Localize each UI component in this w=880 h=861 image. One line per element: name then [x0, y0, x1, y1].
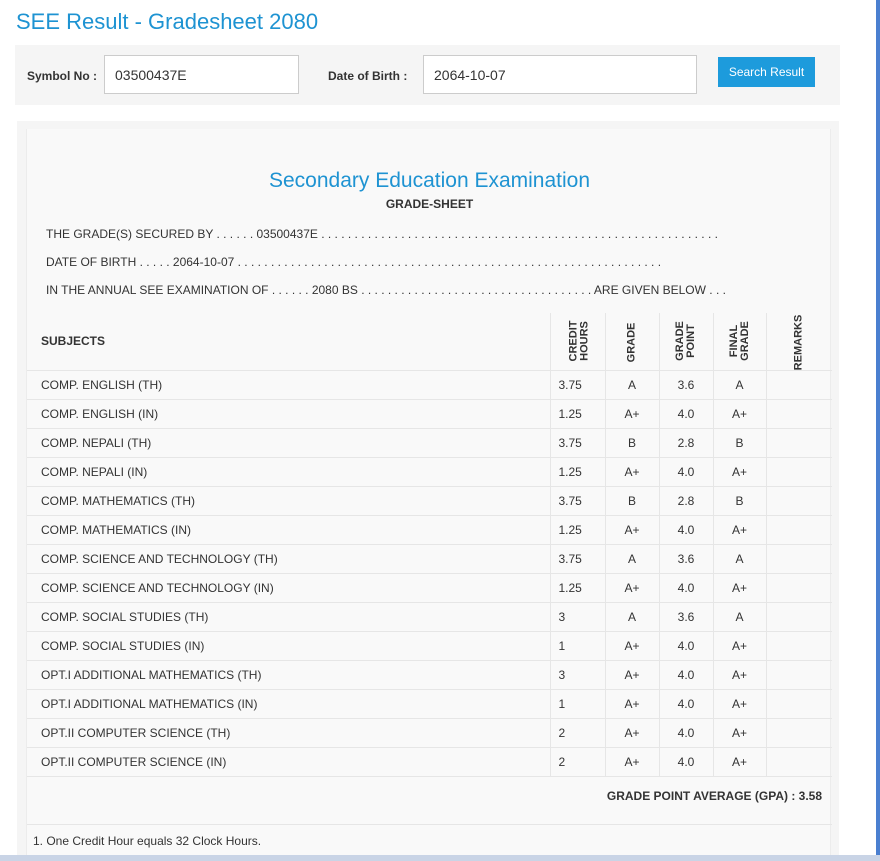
point-header-line1: GRADE [673, 321, 686, 362]
grade-point-header [659, 313, 713, 370]
remarks-header [766, 313, 832, 370]
credit-header-line1: CREDIT [566, 320, 579, 362]
credit-cell: 1 [550, 631, 605, 660]
table-row [27, 718, 832, 747]
final-grade-cell: A+ [713, 399, 766, 428]
search-bar [15, 45, 840, 105]
grade-point-cell: 4.0 [659, 689, 713, 718]
grade-point-cell: 4.0 [659, 573, 713, 602]
credit-hours-header [550, 313, 605, 370]
credit-cell: 3.75 [550, 486, 605, 515]
grade-cell: A+ [605, 718, 659, 747]
remarks-cell [766, 602, 832, 631]
grade-cell: A+ [605, 399, 659, 428]
remarks-cell [766, 660, 832, 689]
point-header-line2: POINT [684, 324, 697, 359]
credit-cell: 3.75 [550, 428, 605, 457]
grade-cell: A+ [605, 660, 659, 689]
table-row [27, 689, 832, 718]
final-grade-cell: A+ [713, 660, 766, 689]
subject-cell: COMP. SOCIAL STUDIES (IN) [27, 631, 550, 660]
grade-cell: A+ [605, 515, 659, 544]
remarks-cell [766, 718, 832, 747]
subject-cell: COMP. SCIENCE AND TECHNOLOGY (IN) [27, 573, 550, 602]
final-grade-cell: B [713, 428, 766, 457]
table-row [27, 428, 832, 457]
credit-cell: 3 [550, 602, 605, 631]
table-row [27, 457, 832, 486]
final-grade-cell: A [713, 602, 766, 631]
grade-point-cell: 4.0 [659, 631, 713, 660]
final-grade-cell: A+ [713, 515, 766, 544]
subject-cell: OPT.I ADDITIONAL MATHEMATICS (TH) [27, 660, 550, 689]
grade-point-cell: 4.0 [659, 515, 713, 544]
divider [27, 824, 832, 825]
exam-year-line: IN THE ANNUAL SEE EXAMINATION OF . . . . . . 2080 BS . . . . . . . . . . . . . . . . . . . . . . . . . . . . . . . . . . . ARE GIVEN BELOW . . . [46, 283, 726, 297]
final-grade-cell: A+ [713, 631, 766, 660]
grade-cell: A+ [605, 747, 659, 776]
grade-table-header [27, 313, 832, 370]
subject-cell: OPT.II COMPUTER SCIENCE (IN) [27, 747, 550, 776]
table-row [27, 486, 832, 515]
credit-header-line2: HOURS [577, 321, 590, 362]
grade-cell: A+ [605, 457, 659, 486]
final-header-line2: GRADE [738, 321, 751, 362]
credit-cell: 3 [550, 660, 605, 689]
remarks-cell [766, 544, 832, 573]
subject-cell: COMP. MATHEMATICS (IN) [27, 515, 550, 544]
credit-cell: 1.25 [550, 515, 605, 544]
final-grade-header [713, 313, 766, 370]
subject-cell: COMP. NEPALI (TH) [27, 428, 550, 457]
grade-point-cell: 3.6 [659, 544, 713, 573]
symbol-input[interactable] [104, 55, 299, 94]
grade-point-cell: 3.6 [659, 370, 713, 399]
grade-point-cell: 2.8 [659, 428, 713, 457]
grade-point-cell: 4.0 [659, 660, 713, 689]
final-grade-cell: A+ [713, 689, 766, 718]
grade-cell: B [605, 486, 659, 515]
table-row [27, 544, 832, 573]
grade-cell: A+ [605, 573, 659, 602]
date-of-birth-line: DATE OF BIRTH . . . . . 2064-10-07 . . . . . . . . . . . . . . . . . . . . . . . . . . . . . . . . . . . . . . . . . . . . . . . . . . . . . . . . . . . . . . . . [46, 255, 662, 269]
grade-cell: A [605, 370, 659, 399]
credit-hour-footnote: 1. One Credit Hour equals 32 Clock Hours. [33, 834, 262, 848]
credit-cell: 1.25 [550, 457, 605, 486]
subject-cell: COMP. ENGLISH (TH) [27, 370, 550, 399]
credit-cell: 2 [550, 747, 605, 776]
grade-sheet [26, 129, 831, 861]
subject-cell: OPT.I ADDITIONAL MATHEMATICS (IN) [27, 689, 550, 718]
grade-point-cell: 4.0 [659, 718, 713, 747]
remarks-cell [766, 573, 832, 602]
credit-cell: 1.25 [550, 399, 605, 428]
remarks-cell [766, 370, 832, 399]
credit-cell: 1 [550, 689, 605, 718]
dob-input[interactable] [423, 55, 697, 94]
grade-header [605, 313, 659, 370]
remarks-header-text: REMARKS [792, 314, 805, 371]
table-row [27, 573, 832, 602]
table-row [27, 515, 832, 544]
table-row [27, 602, 832, 631]
sheet-subtitle: GRADE-SHEET [385, 197, 474, 211]
subject-cell: OPT.II COMPUTER SCIENCE (TH) [27, 718, 550, 747]
subject-cell: COMP. NEPALI (IN) [27, 457, 550, 486]
credit-cell: 1.25 [550, 573, 605, 602]
page-title: SEE Result - Gradesheet 2080 [16, 9, 319, 34]
grade-table [27, 313, 832, 777]
result-panel [17, 121, 839, 861]
table-row [27, 747, 832, 776]
credit-cell: 3.75 [550, 370, 605, 399]
table-row [27, 660, 832, 689]
subject-cell: COMP. MATHEMATICS (TH) [27, 486, 550, 515]
grade-cell: A+ [605, 631, 659, 660]
credit-cell: 2 [550, 718, 605, 747]
remarks-cell [766, 515, 832, 544]
table-row [27, 370, 832, 399]
subject-cell: COMP. SCIENCE AND TECHNOLOGY (TH) [27, 544, 550, 573]
remarks-cell [766, 486, 832, 515]
final-grade-cell: A+ [713, 457, 766, 486]
search-result-button[interactable]: Search Result [718, 57, 815, 87]
scrollbar-edge [876, 0, 880, 861]
grade-point-cell: 3.6 [659, 602, 713, 631]
remarks-cell [766, 747, 832, 776]
table-row [27, 399, 832, 428]
grade-point-cell: 4.0 [659, 747, 713, 776]
remarks-cell [766, 689, 832, 718]
credit-cell: 3.75 [550, 544, 605, 573]
grade-point-cell: 4.0 [659, 457, 713, 486]
grade-header-text: GRADE [625, 322, 638, 363]
grade-cell: A [605, 544, 659, 573]
final-header-line1: FINAL [727, 325, 740, 358]
grade-point-cell: 4.0 [659, 399, 713, 428]
exam-title: Secondary Education Examination [268, 169, 591, 192]
final-grade-cell: A+ [713, 747, 766, 776]
grade-cell: A [605, 602, 659, 631]
table-row [27, 631, 832, 660]
grade-cell: B [605, 428, 659, 457]
final-grade-cell: A [713, 544, 766, 573]
grade-cell: A+ [605, 689, 659, 718]
remarks-cell [766, 399, 832, 428]
dob-label: Date of Birth : [328, 69, 408, 83]
final-grade-cell: B [713, 486, 766, 515]
window-bottom-edge [0, 855, 880, 861]
grade-point-cell: 2.8 [659, 486, 713, 515]
final-grade-cell: A [713, 370, 766, 399]
remarks-cell [766, 428, 832, 457]
subjects-header: SUBJECTS [27, 313, 550, 370]
final-grade-cell: A+ [713, 718, 766, 747]
symbol-label: Symbol No : [27, 69, 98, 83]
final-grade-cell: A+ [713, 573, 766, 602]
remarks-cell [766, 457, 832, 486]
subject-cell: COMP. SOCIAL STUDIES (TH) [27, 602, 550, 631]
subject-cell: COMP. ENGLISH (IN) [27, 399, 550, 428]
remarks-cell [766, 631, 832, 660]
gpa-summary: GRADE POINT AVERAGE (GPA) : 3.58 [606, 789, 822, 803]
secured-by-line: THE GRADE(S) SECURED BY . . . . . . 03500437E . . . . . . . . . . . . . . . . . . . . . . . . . . . . . . . . . . . . . . . . . . . . . . . . . . . . . . . . . . . . [46, 227, 718, 241]
